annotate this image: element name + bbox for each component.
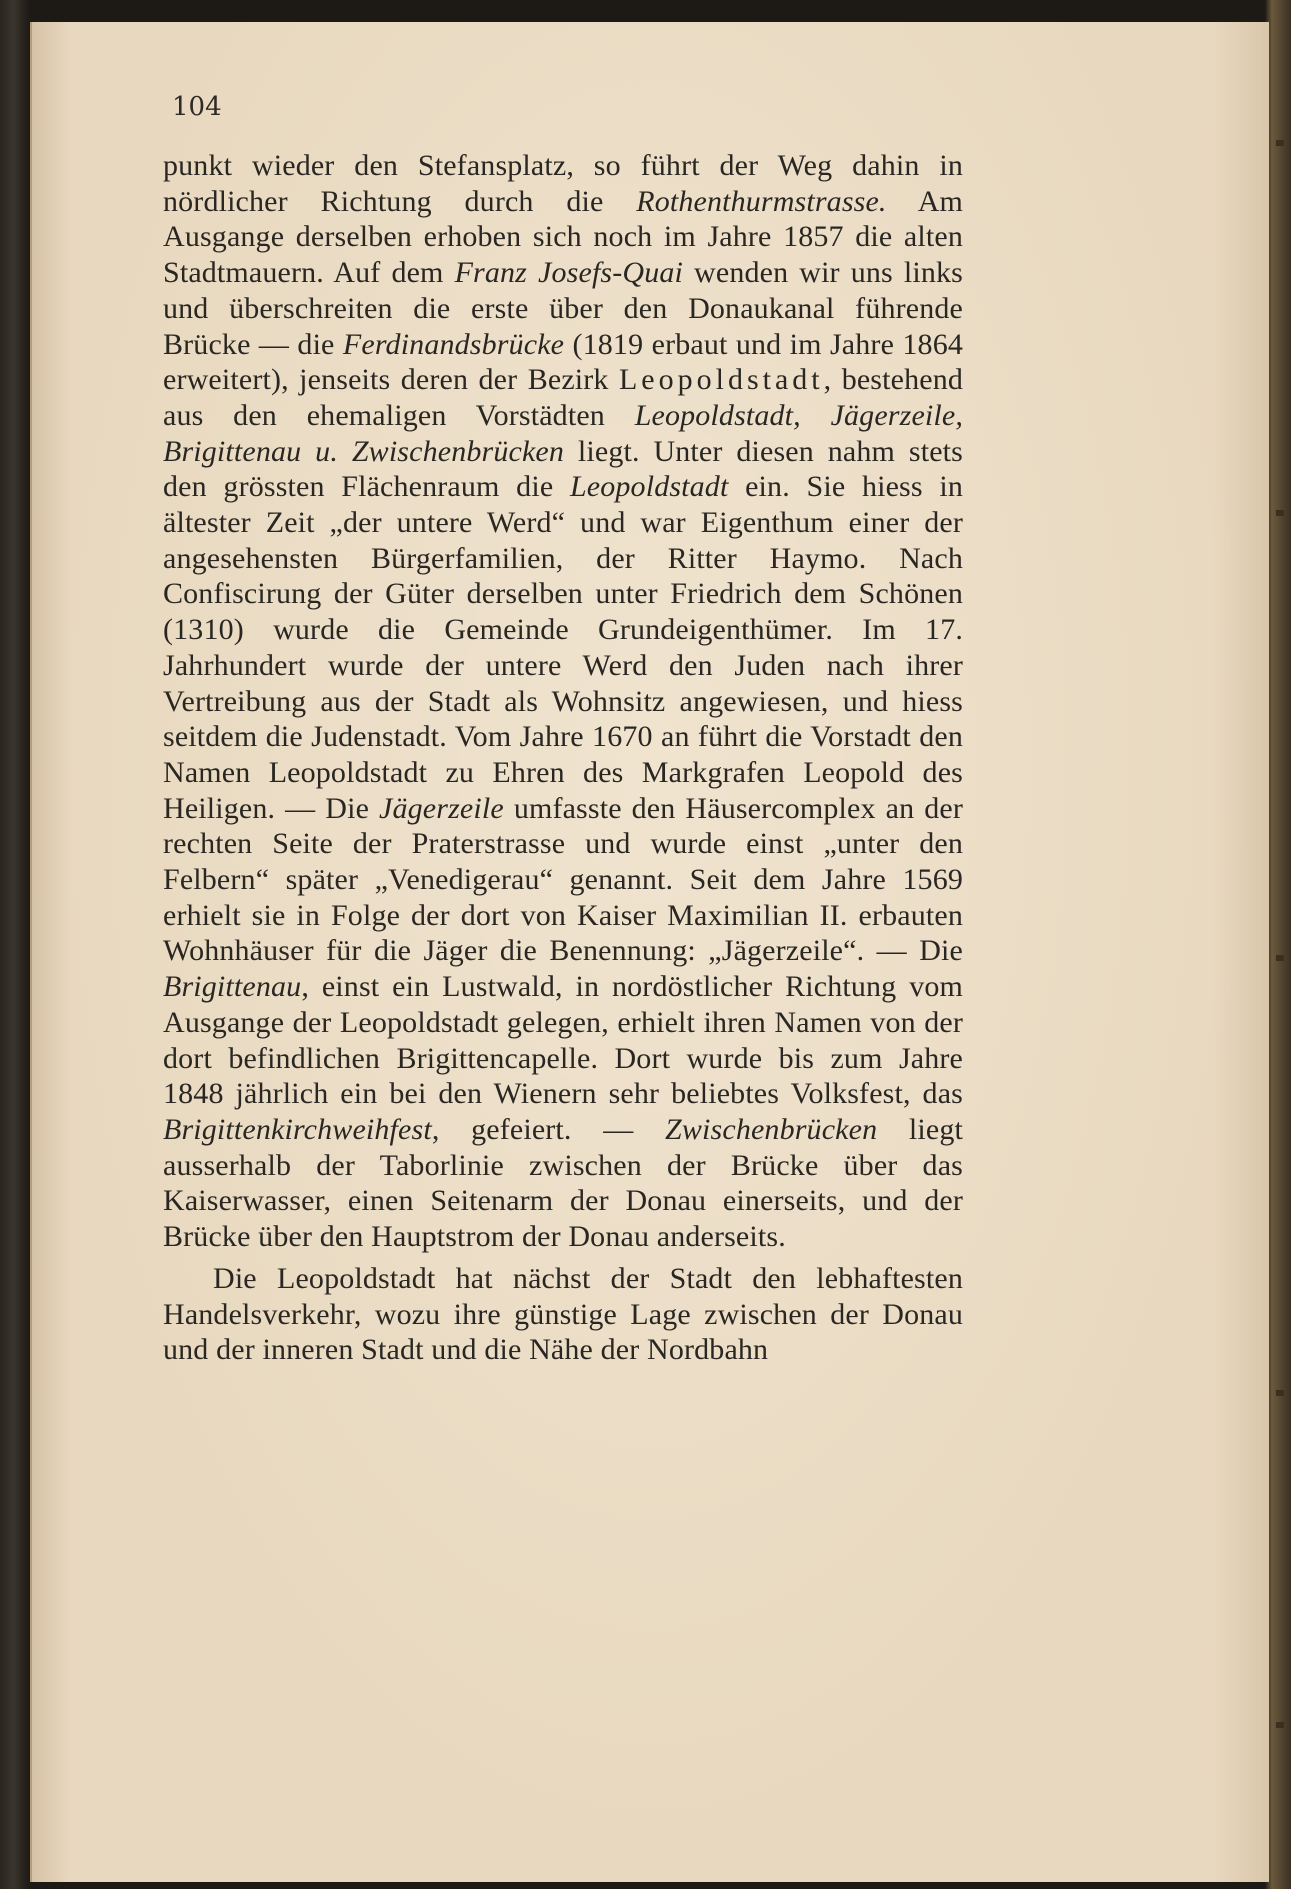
italic-term: Brigittenkirchweihfest xyxy=(163,1112,432,1146)
text-run: wenden wir uns links und überschreiten die erste über den Donaukanal führende Brücke — die xyxy=(163,256,963,361)
text-run: punkt wieder den Stefansplatz, so führt der Weg dahin in nördlicher Richtung durch die xyxy=(163,149,963,218)
text-run: umfasste den Häusercomplex an der rechten Seite der Praterstrasse und wurde einst „unter den Felbern“ später „Venedigerau“ genannt. Seit dem Jahre 1569 erhielt sie in Folge der dort von Kaiser Maximilian II. erbauten Wohnhäuser für die Jäger die Benennung: „Jägerzeile“. — Die xyxy=(163,791,963,968)
body-text xyxy=(163,148,963,1368)
italic-term: Franz Josefs-Quai xyxy=(454,256,683,290)
page-edge-mark xyxy=(1276,1722,1284,1728)
page-edge-mark xyxy=(1276,955,1284,961)
text-run: ein. Sie hiess in ältester Zeit „der untere Werd“ und war Eigenthum einer der angesehensten Bürgerfamilien, der Ritter Haymo. Nach Confiscirung der Güter derselben unter Friedrich dem Schönen (1310) wurde die Gemeinde Grundeigenthümer. Im 17. Jahrhundert wurde der untere Werd den Juden nach ihrer Vertreibung aus der Stadt als Wohnsitz angewiesen, und hiess seitdem die Judenstadt. Vom Jahre 1670 an führt die Vorstadt den Namen Leopoldstadt zu Ehren des Markgrafen Leopold des Heiligen. — Die xyxy=(163,470,963,825)
spaced-term: Leopoldstadt xyxy=(618,363,824,397)
italic-term: Leopoldstadt xyxy=(569,470,729,504)
page-edge-mark xyxy=(1276,140,1284,146)
italic-term: Rothenthurmstrasse. xyxy=(636,184,887,218)
italic-term: Brigittenau xyxy=(163,970,302,1004)
text-run: , einst ein Lustwald, in nordöstlicher Richtung vom Ausgange der Leopoldstadt gelegen, erhielt ihren Namen von der dort befindlichen Brigittencapelle. Dort wurde bis zum Jahre 1848 jährlich ein bei den Wienern sehr beliebtes Volksfest, das xyxy=(163,970,963,1111)
page-number: 104 xyxy=(172,92,222,122)
italic-term: Jägerzeile xyxy=(379,791,504,825)
text-run: Am Ausgange derselben erhoben sich noch im Jahre 1857 die alten Stadtmauern. Auf dem xyxy=(163,184,964,290)
italic-term: Ferdinandsbrücke xyxy=(342,327,565,361)
italic-term: Zwischenbrücken xyxy=(665,1112,878,1146)
page-edge-mark xyxy=(1276,1390,1284,1396)
italic-term: Leopoldstadt, Jägerzeile, Brigittenau u. Zwischenbrücken xyxy=(163,398,963,468)
text-run: liegt. Unter diesen nahm stets den grössten Flächenraum die xyxy=(163,434,963,504)
text-run: , bestehend aus den ehemaligen Vorstädten xyxy=(163,363,963,432)
paragraph-1 xyxy=(163,148,963,1255)
text-run: (1819 erbaut und im Jahre 1864 erweitert), jenseits deren der Bezirk xyxy=(163,327,963,397)
text-run: , gefeiert. — xyxy=(431,1112,666,1146)
text-run: liegt ausserhalb der Taborlinie zwischen der Brücke über das Kaiserwasser, einen Seitenarm der Donau einerseits, und der Brücke über den Hauptstrom der Donau anderseits. xyxy=(163,1112,963,1254)
page-edge-mark xyxy=(1276,510,1284,516)
paragraph-2: Die Leopoldstadt hat nächst der Stadt den lebhaftesten Handelsverkehr, wozu ihre günstige Lage zwischen der Donau und der inneren Stadt und die Nähe der Nordbahn xyxy=(163,1261,963,1367)
